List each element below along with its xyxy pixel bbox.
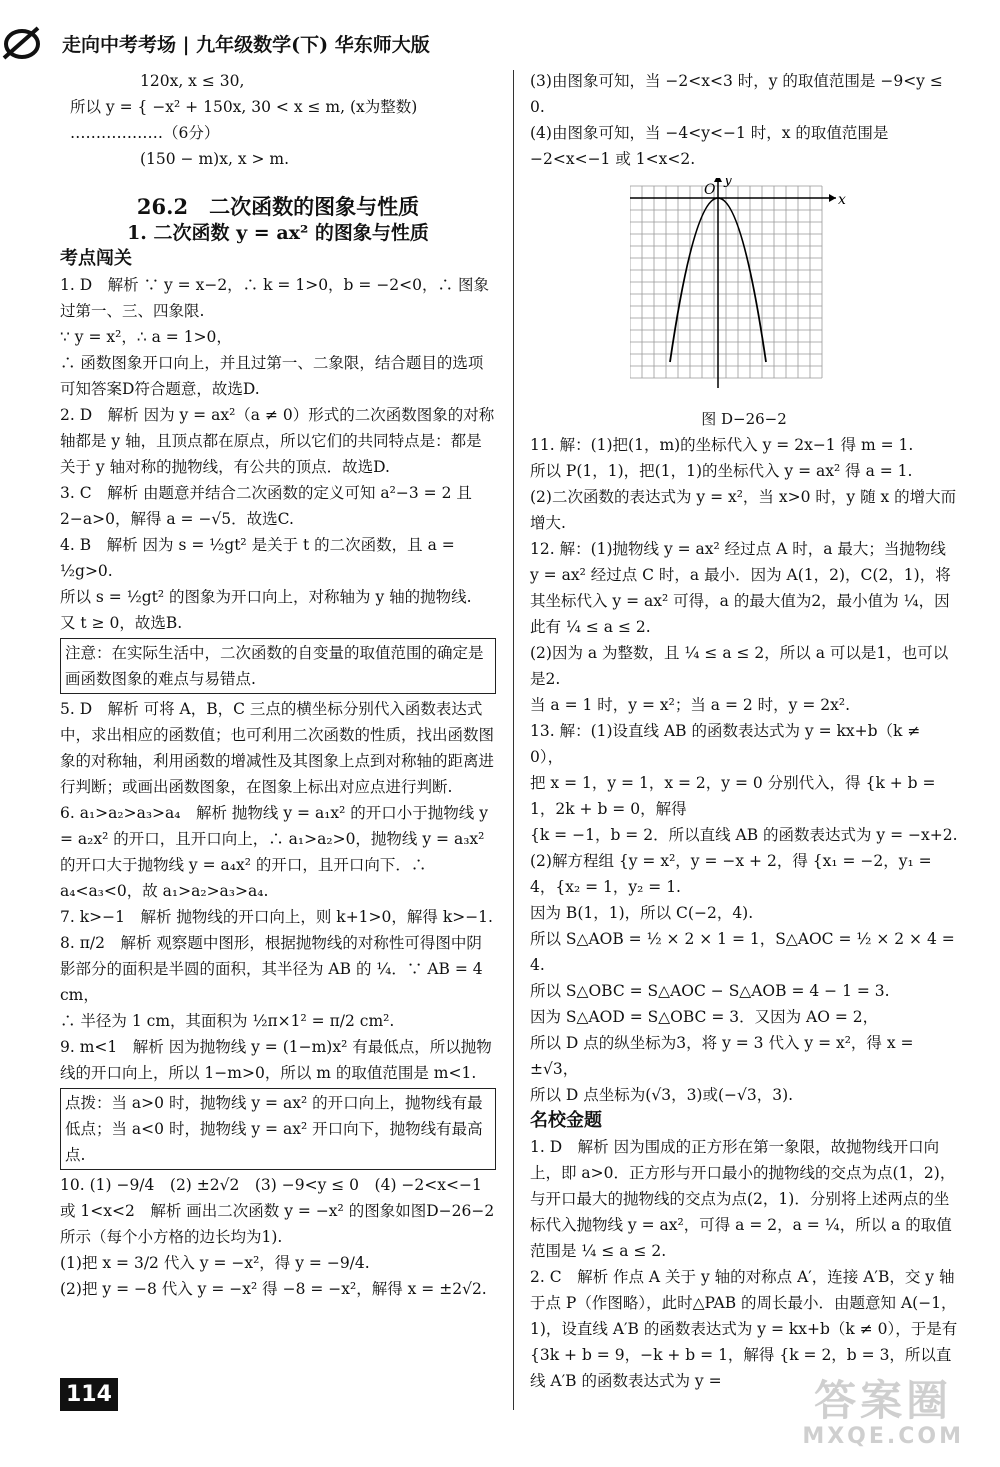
answer-item: (2)因为 a 为整数，且 ¼ ≤ a ≤ 2，所以 a 可以是1，也可以是2. (530, 644, 949, 688)
watermark (802, 1378, 964, 1449)
parabola-graph (630, 178, 850, 406)
answer-item: (4)由图象可知，当 −4<y<−1 时，x 的取值范围是 −2<x<−1 或 1<x<2. (530, 124, 889, 168)
watermark-bottom: MXQE.COM (802, 1424, 964, 1449)
answer-item: 因为 S△AOD = S△OBC = 3．又因为 AO = 2， (530, 1008, 879, 1026)
answer-item: 8. π/2 解析 观察题中图形，根据抛物线的对称性可得图中阴影部分的面积是半圆的面积，其半径为 AB 的 ¼．∵ AB = 4 cm， (60, 934, 483, 1004)
answer-item: 5. D 解析 可将 A，B，C 三点的横坐标分别代入函数表达式中，求出相应的函数值；也可利用二次函数的性质，找出函数图象的对称轴，利用函数的增减性及其图象上点到对称轴的距离进行判断；或画出函数图象，在图象上标出对应点进行判断. (60, 700, 495, 796)
intro-line: 120x, x ≤ 30, (140, 72, 245, 90)
answer-item: (2)二次函数的表达式为 y = x²，当 x>0 时，y 随 x 的增大而增大. (530, 488, 957, 532)
answer-item: (3)由图象可知，当 −2<x<3 时，y 的取值范围是 −9<y ≤ 0. (530, 72, 943, 116)
page-number: 114 (60, 1378, 118, 1411)
answer-item: 所以 D 点的纵坐标为3，将 y = 3 代入 y = x²，得 x = ±√3， (530, 1034, 914, 1078)
answer-item: 1. D 解析 ∵ y = x−2，∴ k = 1>0，b = −2<0，∴ 图象过第一、三、四象限. (60, 276, 489, 320)
sub-title: 1. 二次函数 y = ax² 的图象与性质 (127, 222, 429, 244)
intro-line: 所以 y = { −x² + 150x, 30 < x ≤ m, (x为整数) ………………（6分） (70, 98, 418, 142)
answer-item: (1)把 x = 3/2 代入 y = −x²，得 y = −9/4. (60, 1254, 370, 1272)
answer-item: 所以 S△AOB = ½ × 2 × 1 = 1，S△AOC = ½ × 2 × 4 = 4. (530, 930, 955, 974)
note-box: 注意：在实际生活中，二次函数的自变量的取值范围的确定是画函数图象的难点与易错点. (60, 638, 496, 694)
intro-line: (150 − m)x, x > m. (140, 150, 290, 168)
answer-item: 1. D 解析 因为围成的正方形在第一象限，故抛物线开口向上，即 a>0．正方形与开口最小的抛物线的交点为点(1，2)，与开口最大的抛物线的交点为点(2，1)．分别将上述两点的坐标代入抛物线 y = ax²，可得 a = 2，a = ¼，所以 a 的取值范围是 ¼ ≤ a ≤ 2. (530, 1138, 956, 1260)
tip-box: 点拨：当 a>0 时，抛物线 y = ax² 的开口向上，抛物线有最低点；当 a<0 时，抛物线 y = ax² 开口向下，抛物线有最高点. (60, 1088, 496, 1170)
answer-item: 13. 解：(1)设直线 AB 的函数表达式为 y = kx+b（k ≠ 0）， (530, 722, 921, 766)
answer-item: ∴ 半径为 1 cm，其面积为 ½π×1² = π/2 cm². (60, 1012, 395, 1030)
parabola-figure (630, 178, 850, 406)
answer-item: 10. (1) −9/4 (2) ±2√2 (3) −9<y ≤ 0 (4) −2<x<−1 或 1<x<2 解析 画出二次函数 y = −x² 的图象如图D−26−2所示（每个小方格的边长均为1). (60, 1176, 495, 1246)
origin-label: O (704, 182, 716, 198)
right-column (530, 68, 958, 1394)
answer-item: {k = −1，b = 2．所以直线 AB 的函数表达式为 y = −x+2. (530, 826, 958, 844)
answer-item: 2. D 解析 因为 y = ax²（a ≠ 0）形式的二次函数图象的对称轴都是 y 轴，且顶点都在原点，所以它们的共同特点是：都是关于 y 轴对称的抛物线，有公共的顶点．故选D. (60, 406, 495, 476)
answer-item: 把 x = 1，y = 1，x = 2，y = 0 分别代入，得 {k + b = 1，2k + b = 0，解得 (530, 774, 936, 818)
answer-item: 6. a₁>a₂>a₃>a₄ 解析 抛物线 y = a₁x² 的开口小于抛物线 y = a₂x² 的开口，且开口向上，∴ a₁>a₂>0，抛物线 y = a₃x² 的开口大于抛物线 y = a₄x² 的开口，且开口向下．∴ a₄<a₃<0，故 a₁>a₂>a₃>a₄. (60, 804, 488, 900)
answer-item: 所以 P(1，1)，把(1，1)的坐标代入 y = ax² 得 a = 1. (530, 462, 913, 480)
x-axis-label: x (838, 192, 846, 208)
watermark-top: 答案圈 (814, 1376, 953, 1425)
piecewise-function (60, 68, 496, 172)
answer-item: 2. C 解析 作点 A 关于 y 轴的对称点 A′，连接 A′B，交 y 轴于点 P（作图略），此时△PAB 的周长最小．由题意知 A(−1，1)，设直线 A′B 的函数表达式为 y = kx+b（k ≠ 0），于是有 {3k + b = 9，−k + b = 1，解得 {k = 2，b = 3，所以直线 A′B 的函数表达式为 y = (530, 1268, 958, 1390)
answer-item: 所以 S△OBC = S△AOC − S△AOB = 4 − 1 = 3. (530, 982, 890, 1000)
answer-item: 4. B 解析 因为 s = ½gt² 是关于 t 的二次函数，且 a = ½g>0. (60, 536, 455, 580)
answer-item: ∴ 函数图象开口向上，并且过第一、二象限，结合题目的选项可知答案D符合题意，故选D. (60, 354, 484, 398)
y-axis-label: y (724, 178, 732, 188)
subhead-mingxiao: 名校金题 (530, 1110, 602, 1131)
answer-item: 11. 解：(1)把(1，m)的坐标代入 y = 2x−1 得 m = 1. (530, 436, 914, 454)
answer-item: 7. k>−1 解析 抛物线的开口向上，则 k+1>0，解得 k>−1. (60, 908, 493, 926)
answer-item: (2)解方程组 {y = x²，y = −x + 2，得 {x₁ = −2，y₁ = 4，{x₂ = 1，y₂ = 1. (530, 852, 932, 896)
answer-item: 9. m<1 解析 因为抛物线 y = (1−m)x² 有最低点，所以抛物线的开口向上，所以 1−m>0，所以 m 的取值范围是 m<1. (60, 1038, 492, 1082)
answer-item: 当 a = 1 时，y = x²；当 a = 2 时，y = 2x². (530, 696, 850, 714)
answer-item: 因为 B(1，1)，所以 C(−2，4). (530, 904, 754, 922)
left-column (60, 68, 496, 1302)
header-edition: 华东师大版 (334, 34, 430, 56)
answer-item: 所以 D 点坐标为(√3，3)或(−√3，3). (530, 1086, 794, 1104)
page-header: 走向中考考场 | 九年级数学(下) 华东师大版 (62, 34, 430, 56)
column-divider (513, 70, 514, 1410)
section-title: 26.2 二次函数的图象与性质 (136, 194, 420, 219)
header-book: 九年级数学(下) (196, 34, 329, 56)
figure-caption: 图 D−26−2 (701, 410, 787, 428)
brand-logo-icon (0, 22, 58, 64)
answer-item: 又 t ≥ 0，故选B. (60, 614, 183, 632)
answer-item: ∵ y = x²，∴ a = 1>0， (60, 328, 232, 346)
header-brand: 走向中考考场 (62, 34, 177, 56)
answer-item: 所以 s = ½gt² 的图象为开口向上，对称轴为 y 轴的抛物线. (60, 588, 472, 606)
answer-item: (2)把 y = −8 代入 y = −x² 得 −8 = −x²，解得 x = ±2√2. (60, 1280, 487, 1298)
answer-item: 12. 解：(1)抛物线 y = ax² 经过点 A 时，a 最大；当抛物线 y = ax² 经过点 C 时，a 最小．因为 A(1，2)，C(2，1)，将其坐标代入 y = ax² 可得，a 的最大值为2，最小值为 ¼，因此有 ¼ ≤ a ≤ 2. (530, 540, 951, 636)
subhead-kaodian: 考点闯关 (60, 248, 132, 269)
answer-item: 3. C 解析 由题意并结合二次函数的定义可知 a²−3 = 2 且 2−a>0，解得 a = −√5．故选C. (60, 484, 472, 528)
